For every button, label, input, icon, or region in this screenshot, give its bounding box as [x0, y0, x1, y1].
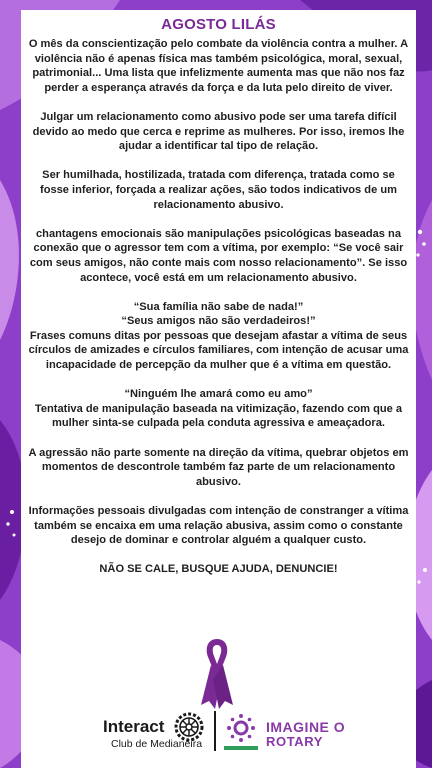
- club-name: Club de Medianeira: [111, 738, 203, 750]
- paragraph-exposure: Informações pessoais divulgadas com intenção de constranger a vítima também se encaixa em uma relação abusiva, assim como o constante desejo de dominar e controlar alguém a qualquer custo.: [28, 505, 409, 547]
- footer-logos: [21, 705, 416, 765]
- imagine-text: IMAGINE O: [266, 719, 346, 735]
- quote-love: “Ninguém lhe amará como eu amo”: [124, 388, 313, 401]
- paragraph-intro: O mês da conscientização pelo combate da violência contra a mulher. A violência não é apenas física mas também psicológica, moral, sexual, patrimonial... Uma lista que infelizmente aumenta mas que não nos faz perder a esperança através da força e da luta pelo direito de viver.: [28, 38, 409, 94]
- article-body: [27, 37, 410, 592]
- quote-friends: “Seus amigos não são verdadeiros!”: [121, 315, 316, 328]
- logo-divider: [214, 711, 216, 751]
- content-card: [21, 10, 416, 768]
- paragraph-isolation: Frases comuns ditas por pessoas que desejam afastar a vítima de seus círculos de amizades e círculos familiares, com intenção de acusar uma incapacidade de percepção da mulher que é a vítima em questão.: [28, 329, 409, 372]
- interact-logo-text: Interact: [103, 717, 165, 736]
- paragraph-indicators: Ser humilhada, hostilizada, tratada com diferença, tratada como se fosse inferior, forçada a realizar ações, são todos indicativos de um relacionamento abusivo.: [40, 169, 397, 211]
- awareness-ribbon-icon: [199, 635, 235, 711]
- rotary-wheel-icon: [173, 711, 205, 743]
- call-to-action: NÃO SE CALE, BUSQUE AJUDA, DENUNCIE!: [99, 563, 338, 576]
- quote-family: “Sua família não sabe de nada!”: [133, 300, 304, 313]
- paragraph-aggression: A agressão não parte somente na direção da vítima, quebrar objetos em momentos de descontrole também faz parte de um relacionamento abusivo.: [28, 446, 409, 488]
- paragraph-judging: Julgar um relacionamento como abusivo pode ser uma tarefa difícil devido ao medo que cerca e reprime as mulheres. Por isso, iremos lhe ajudar a identificar tal tipo de relação.: [32, 110, 405, 153]
- imagine-rotary-logo-icon: [222, 713, 260, 753]
- page-title: AGOSTO LILÁS: [161, 16, 276, 33]
- paragraph-blackmail: chantagens emocionais são manipulações psicológicas baseadas na conexão que o agressor tem com a vítima, por exemplo: “Se você sair com seus amigos, não conte mais com nosso relacionamento”. Se isso acontece, você está em um relacionamento abusivo.: [29, 227, 408, 284]
- paragraph-victimization: Tentativa de manipulação baseada na vitimização, fazendo com que a mulher sinta-se culpada pela conduta agressiva e ameaçadora.: [34, 402, 403, 430]
- rotary-text: ROTARY: [266, 734, 324, 749]
